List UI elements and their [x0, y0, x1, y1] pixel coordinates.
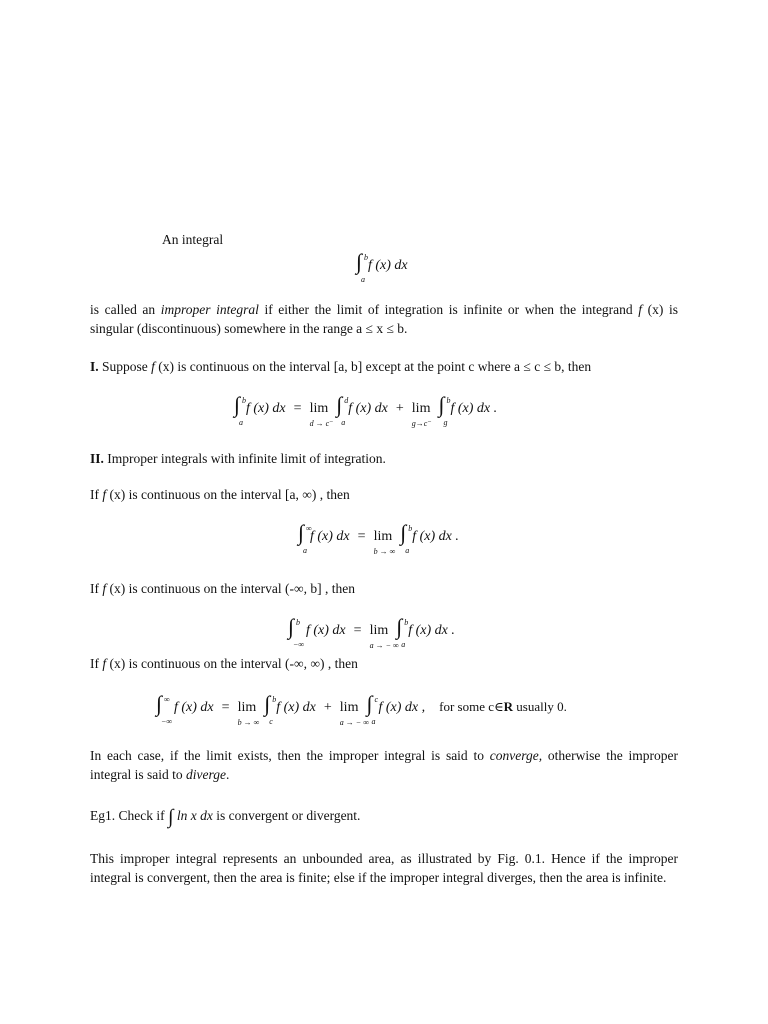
- equation-left-infinite: ∫ b −∞ f (x) dx = lim a → − ∞ ∫ b a f (x) dx .: [288, 614, 455, 650]
- case-right-infinite-text: If f (x) is continuous on the interval [a, ∞) , then: [90, 487, 350, 502]
- improper-integral-definition: is called an improper integral if either the limit of integration is infinite or when the integrand f (x) is singular (discontinuous) somewhere in the range a ≤ x ≤ b.: [90, 302, 678, 336]
- example-one: Eg1. Check if ∫ ln x dx is convergent or divergent.: [90, 806, 361, 828]
- equation-integral-definition: [356, 249, 408, 284]
- intro-text: An integral: [162, 232, 224, 247]
- integral-sign: ∫: [167, 806, 174, 828]
- section-two-heading: II. Improper integrals with infinite limit of integration.: [90, 451, 386, 466]
- equation-discontinuous-case: ∫ b a f (x) dx = lim d → c⁻ ∫ d a f (x) dx + lim g→c⁻ ∫ b g f (x) dx .: [234, 392, 498, 428]
- integrand: f (x) dx: [368, 258, 408, 274]
- case-both-infinite-text: If f (x) is continuous on the interval (-∞, ∞) , then: [90, 656, 358, 671]
- equation-right-infinite: ∫ ∞ a f (x) dx = lim b → ∞ ∫ b a f (x) dx .: [298, 520, 459, 556]
- section-one-text: I. Suppose f (x) is continuous on the interval [a, b] except at the point c where a ≤ c ≤ b, then: [90, 359, 592, 374]
- equation-both-infinite: ∫ ∞ −∞ f (x) dx = lim b → ∞ ∫ b c f (x) dx + lim a → − ∞ ∫ c a f (x) dx , for some c∈R usually 0.: [156, 690, 567, 727]
- equation-note: for some c∈R usually 0.: [439, 699, 567, 714]
- integral-sign: ∫ b a: [356, 249, 368, 284]
- convergence-paragraph: In each case, if the limit exists, then the improper integral is said to converge, otherwise the improper integral is said to diverge.: [90, 748, 678, 782]
- case-left-infinite-text: If f (x) is continuous on the interval (-∞, b] , then: [90, 581, 355, 596]
- area-paragraph: This improper integral represents an unbounded area, as illustrated by Fig. 0.1. Hence if the improper integral is convergent, then the area is finite; else if the improper integral diverges, then the area is infinite.: [90, 851, 678, 885]
